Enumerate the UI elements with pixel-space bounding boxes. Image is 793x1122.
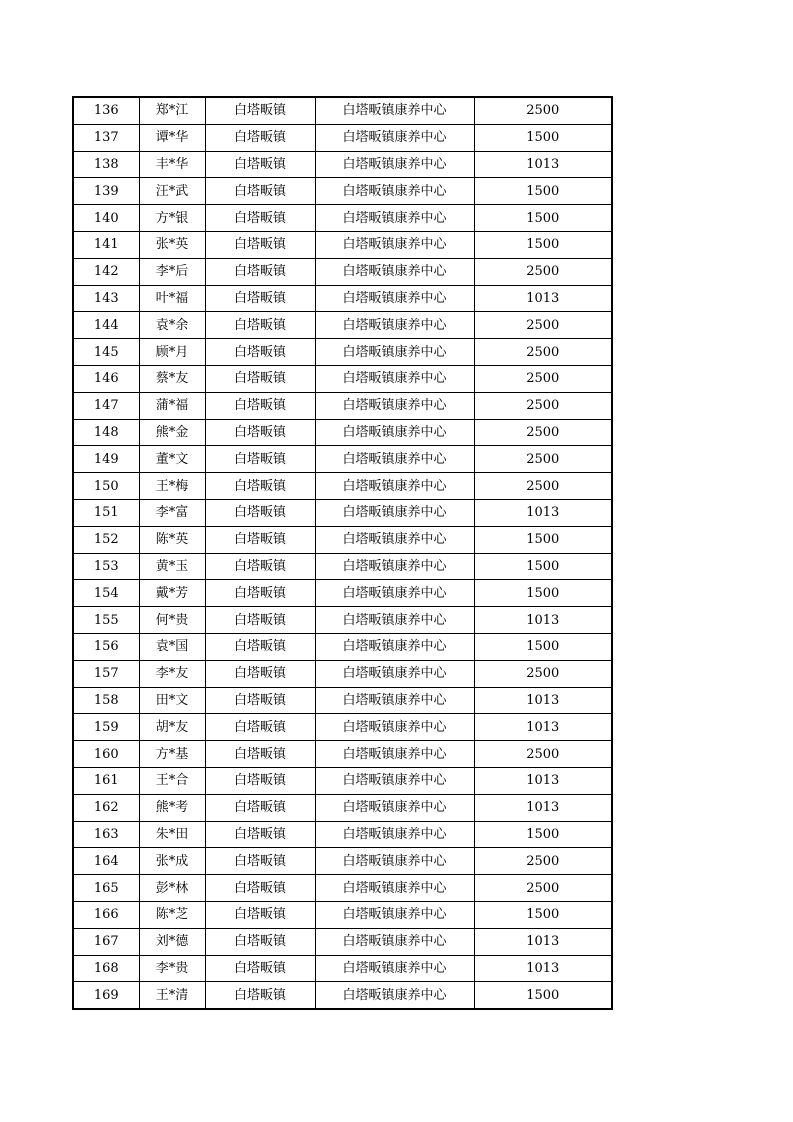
- amount-cell: 1500: [474, 231, 612, 258]
- table-row: [73, 473, 612, 500]
- row-number-cell: 144: [73, 312, 139, 339]
- row-number-cell: 153: [73, 553, 139, 580]
- town-cell: 白塔畈镇: [205, 365, 315, 392]
- roster-table: [72, 96, 613, 1010]
- table-row: [73, 151, 612, 178]
- person-name-cell: 顾*月: [139, 339, 205, 366]
- row-number-cell: 157: [73, 660, 139, 687]
- town-cell: 白塔畈镇: [205, 151, 315, 178]
- person-name-cell: 李*后: [139, 258, 205, 285]
- amount-cell: 2500: [474, 419, 612, 446]
- care-center-cell: 白塔畈镇康养中心: [315, 312, 474, 339]
- amount-cell: 2500: [474, 258, 612, 285]
- care-center-cell: 白塔畈镇康养中心: [315, 982, 474, 1009]
- table-row: [73, 365, 612, 392]
- care-center-cell: 白塔畈镇康养中心: [315, 446, 474, 473]
- person-name-cell: 谭*华: [139, 124, 205, 151]
- person-name-cell: 汪*武: [139, 178, 205, 205]
- amount-cell: 1500: [474, 633, 612, 660]
- amount-cell: 1500: [474, 526, 612, 553]
- town-cell: 白塔畈镇: [205, 714, 315, 741]
- table-row: [73, 178, 612, 205]
- table-row: [73, 205, 612, 232]
- table-row: [73, 446, 612, 473]
- amount-cell: 1500: [474, 821, 612, 848]
- amount-cell: 1013: [474, 607, 612, 634]
- care-center-cell: 白塔畈镇康养中心: [315, 607, 474, 634]
- row-number-cell: 146: [73, 365, 139, 392]
- table-row: [73, 955, 612, 982]
- table-row: [73, 124, 612, 151]
- amount-cell: 1013: [474, 687, 612, 714]
- care-center-cell: 白塔畈镇康养中心: [315, 821, 474, 848]
- town-cell: 白塔畈镇: [205, 875, 315, 902]
- town-cell: 白塔畈镇: [205, 392, 315, 419]
- amount-cell: 2500: [474, 473, 612, 500]
- amount-cell: 1500: [474, 553, 612, 580]
- row-number-cell: 145: [73, 339, 139, 366]
- care-center-cell: 白塔畈镇康养中心: [315, 580, 474, 607]
- table-row: [73, 660, 612, 687]
- care-center-cell: 白塔畈镇康养中心: [315, 258, 474, 285]
- town-cell: 白塔畈镇: [205, 178, 315, 205]
- amount-cell: 1500: [474, 580, 612, 607]
- table-row: [73, 767, 612, 794]
- town-cell: 白塔畈镇: [205, 285, 315, 312]
- row-number-cell: 159: [73, 714, 139, 741]
- care-center-cell: 白塔畈镇康养中心: [315, 955, 474, 982]
- row-number-cell: 156: [73, 633, 139, 660]
- person-name-cell: 熊*金: [139, 419, 205, 446]
- person-name-cell: 刘*德: [139, 928, 205, 955]
- amount-cell: 1500: [474, 982, 612, 1009]
- table-row: [73, 97, 612, 124]
- row-number-cell: 136: [73, 97, 139, 124]
- person-name-cell: 王*合: [139, 767, 205, 794]
- row-number-cell: 137: [73, 124, 139, 151]
- table-row: [73, 848, 612, 875]
- town-cell: 白塔畈镇: [205, 794, 315, 821]
- town-cell: 白塔畈镇: [205, 633, 315, 660]
- care-center-cell: 白塔畈镇康养中心: [315, 473, 474, 500]
- town-cell: 白塔畈镇: [205, 741, 315, 768]
- person-name-cell: 李*贵: [139, 955, 205, 982]
- town-cell: 白塔畈镇: [205, 446, 315, 473]
- person-name-cell: 戴*芳: [139, 580, 205, 607]
- row-number-cell: 161: [73, 767, 139, 794]
- table-row: [73, 687, 612, 714]
- town-cell: 白塔畈镇: [205, 553, 315, 580]
- town-cell: 白塔畈镇: [205, 928, 315, 955]
- amount-cell: 1013: [474, 767, 612, 794]
- table-row: [73, 553, 612, 580]
- table-row: [73, 982, 612, 1009]
- amount-cell: 2500: [474, 312, 612, 339]
- town-cell: 白塔畈镇: [205, 258, 315, 285]
- care-center-cell: 白塔畈镇康养中心: [315, 205, 474, 232]
- table-row: [73, 741, 612, 768]
- person-name-cell: 张*英: [139, 231, 205, 258]
- town-cell: 白塔畈镇: [205, 124, 315, 151]
- row-number-cell: 151: [73, 499, 139, 526]
- care-center-cell: 白塔畈镇康养中心: [315, 526, 474, 553]
- amount-cell: 2500: [474, 875, 612, 902]
- person-name-cell: 丰*华: [139, 151, 205, 178]
- person-name-cell: 李*友: [139, 660, 205, 687]
- row-number-cell: 163: [73, 821, 139, 848]
- care-center-cell: 白塔畈镇康养中心: [315, 365, 474, 392]
- care-center-cell: 白塔畈镇康养中心: [315, 339, 474, 366]
- town-cell: 白塔畈镇: [205, 607, 315, 634]
- table-row: [73, 794, 612, 821]
- person-name-cell: 黄*玉: [139, 553, 205, 580]
- row-number-cell: 169: [73, 982, 139, 1009]
- table-row: [73, 875, 612, 902]
- amount-cell: 2500: [474, 848, 612, 875]
- amount-cell: 1013: [474, 955, 612, 982]
- row-number-cell: 139: [73, 178, 139, 205]
- row-number-cell: 165: [73, 875, 139, 902]
- person-name-cell: 陈*英: [139, 526, 205, 553]
- town-cell: 白塔畈镇: [205, 473, 315, 500]
- care-center-cell: 白塔畈镇康养中心: [315, 151, 474, 178]
- care-center-cell: 白塔畈镇康养中心: [315, 419, 474, 446]
- amount-cell: 1013: [474, 928, 612, 955]
- row-number-cell: 152: [73, 526, 139, 553]
- person-name-cell: 胡*友: [139, 714, 205, 741]
- row-number-cell: 143: [73, 285, 139, 312]
- person-name-cell: 李*富: [139, 499, 205, 526]
- care-center-cell: 白塔畈镇康养中心: [315, 392, 474, 419]
- town-cell: 白塔畈镇: [205, 982, 315, 1009]
- amount-cell: 1500: [474, 124, 612, 151]
- row-number-cell: 160: [73, 741, 139, 768]
- amount-cell: 2500: [474, 446, 612, 473]
- table-row: [73, 419, 612, 446]
- amount-cell: 1500: [474, 205, 612, 232]
- amount-cell: 2500: [474, 97, 612, 124]
- town-cell: 白塔畈镇: [205, 339, 315, 366]
- care-center-cell: 白塔畈镇康养中心: [315, 741, 474, 768]
- town-cell: 白塔畈镇: [205, 955, 315, 982]
- table-row: [73, 258, 612, 285]
- table-row: [73, 580, 612, 607]
- person-name-cell: 彭*林: [139, 875, 205, 902]
- care-center-cell: 白塔畈镇康养中心: [315, 714, 474, 741]
- row-number-cell: 154: [73, 580, 139, 607]
- table-row: [73, 607, 612, 634]
- care-center-cell: 白塔畈镇康养中心: [315, 660, 474, 687]
- town-cell: 白塔畈镇: [205, 848, 315, 875]
- person-name-cell: 方*银: [139, 205, 205, 232]
- town-cell: 白塔畈镇: [205, 687, 315, 714]
- person-name-cell: 郑*江: [139, 97, 205, 124]
- table-row: [73, 339, 612, 366]
- row-number-cell: 138: [73, 151, 139, 178]
- care-center-cell: 白塔畈镇康养中心: [315, 499, 474, 526]
- person-name-cell: 王*清: [139, 982, 205, 1009]
- row-number-cell: 155: [73, 607, 139, 634]
- care-center-cell: 白塔畈镇康养中心: [315, 285, 474, 312]
- town-cell: 白塔畈镇: [205, 205, 315, 232]
- amount-cell: 2500: [474, 741, 612, 768]
- table-row: [73, 821, 612, 848]
- person-name-cell: 蔡*友: [139, 365, 205, 392]
- amount-cell: 2500: [474, 339, 612, 366]
- person-name-cell: 叶*福: [139, 285, 205, 312]
- town-cell: 白塔畈镇: [205, 767, 315, 794]
- town-cell: 白塔畈镇: [205, 660, 315, 687]
- table-row: [73, 392, 612, 419]
- amount-cell: 2500: [474, 365, 612, 392]
- care-center-cell: 白塔畈镇康养中心: [315, 124, 474, 151]
- care-center-cell: 白塔畈镇康养中心: [315, 553, 474, 580]
- care-center-cell: 白塔畈镇康养中心: [315, 687, 474, 714]
- table-row: [73, 928, 612, 955]
- town-cell: 白塔畈镇: [205, 526, 315, 553]
- amount-cell: 1013: [474, 794, 612, 821]
- amount-cell: 1013: [474, 151, 612, 178]
- table-row: [73, 901, 612, 928]
- row-number-cell: 166: [73, 901, 139, 928]
- care-center-cell: 白塔畈镇康养中心: [315, 928, 474, 955]
- person-name-cell: 蒲*福: [139, 392, 205, 419]
- town-cell: 白塔畈镇: [205, 901, 315, 928]
- roster-table-body: [73, 97, 612, 1009]
- row-number-cell: 140: [73, 205, 139, 232]
- person-name-cell: 董*文: [139, 446, 205, 473]
- row-number-cell: 148: [73, 419, 139, 446]
- row-number-cell: 141: [73, 231, 139, 258]
- care-center-cell: 白塔畈镇康养中心: [315, 901, 474, 928]
- person-name-cell: 张*成: [139, 848, 205, 875]
- table-row: [73, 633, 612, 660]
- town-cell: 白塔畈镇: [205, 231, 315, 258]
- town-cell: 白塔畈镇: [205, 821, 315, 848]
- amount-cell: 2500: [474, 392, 612, 419]
- person-name-cell: 袁*余: [139, 312, 205, 339]
- care-center-cell: 白塔畈镇康养中心: [315, 633, 474, 660]
- row-number-cell: 158: [73, 687, 139, 714]
- row-number-cell: 164: [73, 848, 139, 875]
- care-center-cell: 白塔畈镇康养中心: [315, 97, 474, 124]
- row-number-cell: 142: [73, 258, 139, 285]
- amount-cell: 1500: [474, 901, 612, 928]
- row-number-cell: 147: [73, 392, 139, 419]
- person-name-cell: 熊*考: [139, 794, 205, 821]
- care-center-cell: 白塔畈镇康养中心: [315, 178, 474, 205]
- town-cell: 白塔畈镇: [205, 419, 315, 446]
- care-center-cell: 白塔畈镇康养中心: [315, 875, 474, 902]
- row-number-cell: 168: [73, 955, 139, 982]
- town-cell: 白塔畈镇: [205, 580, 315, 607]
- person-name-cell: 何*贵: [139, 607, 205, 634]
- table-row: [73, 285, 612, 312]
- town-cell: 白塔畈镇: [205, 97, 315, 124]
- table-row: [73, 499, 612, 526]
- person-name-cell: 陈*芝: [139, 901, 205, 928]
- row-number-cell: 162: [73, 794, 139, 821]
- care-center-cell: 白塔畈镇康养中心: [315, 794, 474, 821]
- person-name-cell: 田*文: [139, 687, 205, 714]
- table-row: [73, 312, 612, 339]
- amount-cell: 1013: [474, 714, 612, 741]
- row-number-cell: 167: [73, 928, 139, 955]
- care-center-cell: 白塔畈镇康养中心: [315, 767, 474, 794]
- care-center-cell: 白塔畈镇康养中心: [315, 848, 474, 875]
- care-center-cell: 白塔畈镇康养中心: [315, 231, 474, 258]
- table-row: [73, 526, 612, 553]
- person-name-cell: 王*梅: [139, 473, 205, 500]
- amount-cell: 2500: [474, 660, 612, 687]
- amount-cell: 1500: [474, 178, 612, 205]
- row-number-cell: 150: [73, 473, 139, 500]
- amount-cell: 1013: [474, 285, 612, 312]
- person-name-cell: 朱*田: [139, 821, 205, 848]
- table-row: [73, 714, 612, 741]
- person-name-cell: 袁*国: [139, 633, 205, 660]
- person-name-cell: 方*基: [139, 741, 205, 768]
- row-number-cell: 149: [73, 446, 139, 473]
- town-cell: 白塔畈镇: [205, 312, 315, 339]
- table-row: [73, 231, 612, 258]
- amount-cell: 1013: [474, 499, 612, 526]
- town-cell: 白塔畈镇: [205, 499, 315, 526]
